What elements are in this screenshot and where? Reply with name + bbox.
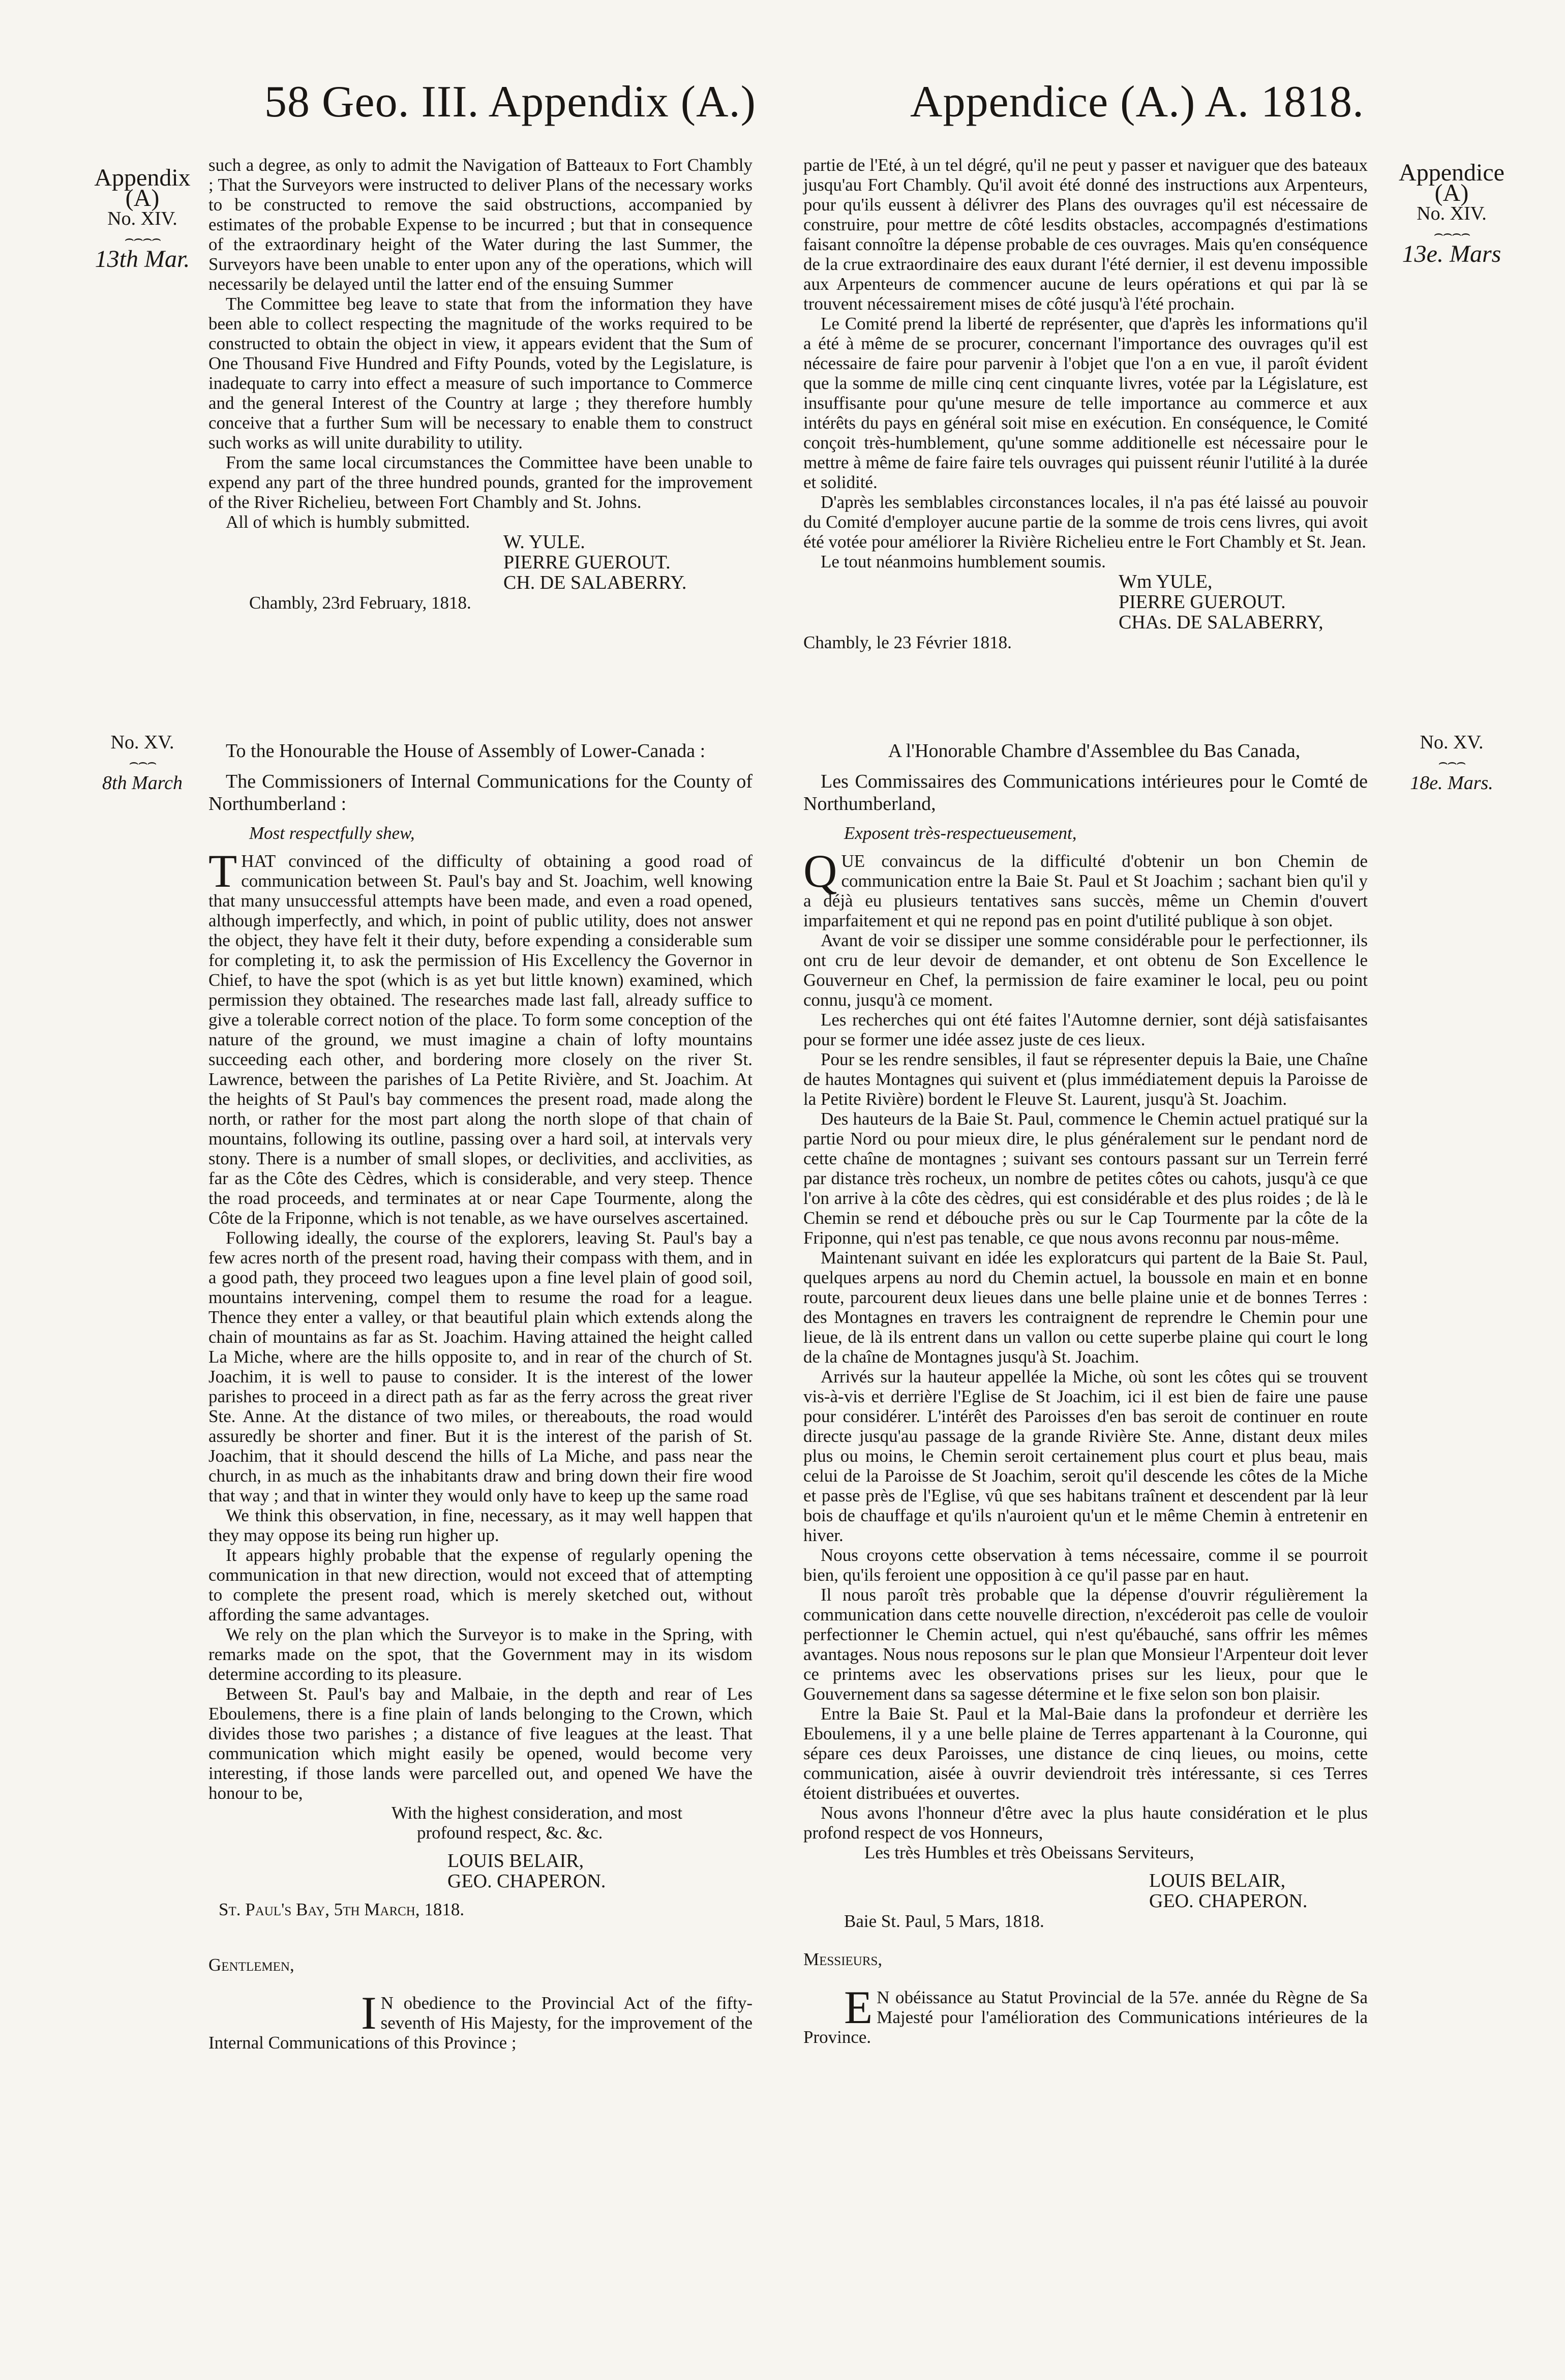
margin-date: 13th Mar.: [95, 246, 190, 273]
signature-block: [1149, 1871, 1368, 1911]
shew-line: Most respectfully shew,: [249, 823, 415, 843]
drop-capital: Q: [803, 845, 837, 897]
margin-number: No. XIV.: [1417, 203, 1487, 224]
signature: LOUIS BELAIR,: [447, 1850, 584, 1872]
margin-note-left-mid: [92, 732, 193, 793]
paragraph: Following ideally, the course of the explorers, leaving St. Paul's bay a few acres north of the present road, having their compass with them, and in a good path, they proceed two leagues upon a fine level plain of good soil, mountains intervening, compel them to resume the road for a league. Thence they enter a valley, or that beautiful plain which extends along the chain of mountains as far as St. Joachim. Having attained the height called La Miche, where are the hills opposite to, and in rear of the church of St. Joachim, it is well to pause to consider. It is the interest of the lower parishes to proceed in a direct path as far as the ferry across the great river Ste. Anne. At the distance of two miles, or thereabouts, the road would assuredly be shorter and finer. But it is the interest of the parish of St. Joachim, that it should descend the hills of La Miche, and pass near the church, in as much as the inhabitants draw and bring down their fire wood that way ; and that in winter they would only have to keep up the same road: [208, 1228, 753, 1505]
salutation: Gentlemen,: [208, 1955, 294, 1975]
paragraph: THAT convinced of the difficulty of obtaining a good road of communication between St. Paul's bay and St. Joachim, well knowing that many unsuccessful attempts have been made, and even a road opened, although imperfectly, and which, in point of public utility, does not answer the object, they have felt it their duty, before expending a considerable sum for completing it, to ask the permission of His Excellency the Governor in Chief, to have the spot (which is as yet but little known) examined, which permission they obtained. The researches made last fall, already suffice to give a tolerable correct notion of the place. To form some conception of the nature of the ground, we must imagine a chain of lofty mountains succeeding each other, and bordering more closely on the river St. Lawrence, between the parishes of La Petite Rivière, and St. Joachim. At the heights of St Paul's bay commences the present road, made along the north, or rather for the most part along the north slope of that chain of mountains, following its outline, passing over a hard soil, at intervals very stony. There is a number of small slopes, or declivities, and acclivities, as far as the Côte des Cèdres, which is considerable, and very steep. Thence the road proceeds, and terminates at or near Cape Tourmente, along the Côte de la Friponne, which is not tenable, as we have ourselves ascertained.: [208, 845, 753, 1228]
paragraph: All of which is humbly submitted.: [226, 512, 470, 532]
closing-line: With the highest consideration, and most: [392, 1803, 683, 1823]
page-header-left: 58 Geo. III. Appendix (A.): [264, 77, 756, 127]
commissioners-line: The Commissioners of Internal Communications for the County of Northumberland :: [208, 771, 753, 815]
margin-date: 13e. Mars: [1402, 240, 1501, 267]
paragraph: I N obedience to the Provincial Act of the fifty-seventh of His Majesty, for the improvement of the Internal Communications of this Province ;: [208, 1987, 753, 2053]
english-column-main: [208, 740, 753, 2053]
paragraph: such a degree, as only to admit the Navigation of Batteaux to Fort Chambly ; That the Surveyors were instructed to deliver Plans of the necessary works to be constructed to remove the said obstructions, accompanied by estimates of the probable Expense to be incurred ; but that in consequence of the extraordinary height of the Water during the last Summer, the Surveyors have been unable to enter upon any of the operations, which will necessarily be delayed until the latter end of the ensuing Summer: [208, 155, 753, 294]
paragraph: It appears highly probable that the expense of regularly opening the communication in that new direction, would not exceed that of attempting to complete the present road, which is merely sketched out, without affording the same advantages.: [208, 1545, 753, 1624]
paragraph: The Committee beg leave to state that from the information they have been able to collect respecting the magnitude of the works required to be constructed to obtain the object in view, it appears evident that the Sum of One Thousand Five Hundred and Fifty Pounds, voted by the Legislature, is inadequate to carry into effect a measure of such importance to Commerce and the general Interest of the Country at large ; they therefore humbly conceive that a further Sum will be necessary to enable them to construct such works as will unite durability to utility.: [208, 294, 753, 453]
margin-date: 18e. Mars.: [1410, 772, 1493, 794]
paragraph: Entre la Baie St. Paul et la Mal-Baie dans la profondeur et derrière les Eboulemens, il y a une belle plaine de Terres appartenant à la Couronne, qui sépare ces deux Paroisses, une distance de cinq lieues, ou moins, cette communication, aisée à ouvrir deviendroit très intéressante, si ces Terres étoient distribuées et ouvertes.: [803, 1704, 1368, 1803]
dateline: Chambly, 23rd February, 1818.: [249, 593, 471, 613]
signature: CHAs. DE SALABERRY,: [1119, 612, 1323, 633]
closing-line: profound respect, &c. &c.: [417, 1823, 603, 1843]
closing-line: Les très Humbles et très Obeissans Serviteurs,: [864, 1843, 1194, 1862]
paragraph: Pour se les rendre sensibles, il faut se répresenter depuis la Baie, une Chaîne de hautes Montagnes qui suivent et (plus immédiatement depuis la Paroisse de la Petite Rivière) bordent le Fleuve St. Laurent, jusqu'à St. Joachim.: [803, 1049, 1368, 1109]
paragraph: Nous croyons cette observation à tems nécessaire, comme il se pourroit bien, qu'ils feroient une opposition à ce qu'il passe par en haut.: [803, 1545, 1368, 1585]
margin-brace: ⌢⌢⌢: [129, 754, 156, 771]
signature: CH. DE SALABERRY.: [503, 572, 687, 593]
paragraph: D'après les semblables circonstances locales, il n'a pas été laissé au pouvoir du Comité d'employer aucune partie de la somme de trois cens livres, qui avoit été votée pour améliorer la Rivière Richelieu entre le Fort Chambly et St. Jean.: [803, 492, 1368, 552]
paragraph: Arrivés sur la hauteur appellée la Miche, où sont les côtes qui se trouvent vis-à-vis et derrière l'Eglise de St Joachim, ici il est bien de faire une pause pour considérer. L'intérêt des Paroisses d'en bas seroit de continuer en route directe jusqu'au passage de la grande Rivière Ste. Anne, distant deux miles plus ou moins, le Chemin seroit certainement plus court et plus beau, mais celui de la Paroisse de St Joachim, seroit qu'il descende les côtes de la Miche et passe près de l'Eglise, vû que ses habitans traînent et descendent par là leur bois de chauffage et qu'ils n'auroient qu'un et le même Chemin à entretenir en hiver.: [803, 1367, 1368, 1545]
commissioners-line: Les Commissaires des Communications intérieures pour le Comté de Northumberland,: [803, 771, 1368, 815]
paragraph: Between St. Paul's bay and Malbaie, in the depth and rear of Les Eboulemens, there is a fine plain of lands belonging to the Crown, which divides those two parishes ; a distance of five leagues at the least. That communication which might easily be opened, would become very interesting, if those lands were parcelled out, and opened We have the honour to be,: [208, 1684, 753, 1803]
paragraph: Maintenant suivant en idée les exploratcurs qui partent de la Baie St. Paul, quelques arpens au nord du Chemin actuel, la boussole en main et en bonne route, parcourent deux lieues dans une belle plaine unie et de bonnes Terres : des Montagnes en travers les contraignent de reprendre le Chemin pour une lieue, de là ils entrent dans un vallon ou cette superbe plaine qui court le long de la chaîne de Montagnes jusqu'à St. Joachim.: [803, 1248, 1368, 1367]
paragraph: Les recherches qui ont été faites l'Automne dernier, sont déjà satisfaisantes pour se former une idée assez juste de ces lieux.: [803, 1010, 1368, 1049]
drop-capital: T: [208, 845, 237, 897]
margin-brace: ⌢⌢⌢⌢: [124, 230, 161, 247]
drop-capital: E: [844, 1981, 873, 2033]
page-header-right: Appendice (A.) A. 1818.: [910, 77, 1365, 127]
paragraph: QUE convaincus de la difficulté d'obtenir un bon Chemin de communication entre la Baie St. Paul et St Joachim ; sachant bien qu'il y a déjà eu plusieurs tentatives sans succès, même un Chemin d'ouvert imparfaitement et qui ne repond pas en point d'utilité publique à son objet.: [803, 845, 1368, 930]
signature: GEO. CHAPERON.: [447, 1871, 606, 1892]
margin-appendix-letter: (A): [125, 185, 160, 212]
paragraph: Il nous paroît très probable que la dépense d'ouvrir régulièrement la communication dans cette nouvelle direction, n'excéderoit pas celle de vouloir perfectionner le Chemin actuel, qui n'est qu'ébauché, sans offrir les mêmes avantages. Nous nous reposons sur le plan que Monsieur l'Arpenteur doit lever ce printems avec les observations prises sur les lieux, pour que le Gouvernement dans sa sagesse détermine et le fixe selon son bon plaisir.: [803, 1585, 1368, 1704]
margin-brace: ⌢⌢⌢⌢: [1433, 225, 1470, 242]
paragraph: partie de l'Eté, à un tel dégré, qu'il ne peut y passer et naviguer que des bateaux jusqu'au Fort Chambly. Qu'il avoit été donné des instructions aux Arpenteurs, pour qu'ils eussent à délivrer des Plans des ouvrages qu'il est nécessaire de construire, pour mettre de côté lesdits obstacles, accompagnés d'estimations faisant connoître la dépense probable de ces ouvrages. Mais qu'en conséquence de la crue extraordinaire des eaux durant l'été dernier, il est devenu impossible aux Arpenteurs de commencer aucune de leurs opérations et qui par là se trouvent nécessairement mises de côté jusqu'à l'été prochain.: [803, 155, 1368, 314]
dateline: St. Paul's Bay, 5th March, 1818.: [219, 1900, 465, 1919]
french-column-top: [803, 155, 1368, 652]
shew-line: Exposent très-respectueusement,: [844, 823, 1077, 843]
paragraph: We think this observation, in fine, necessary, as it may well happen that they may oppose its being run higher up.: [208, 1505, 753, 1545]
margin-number: No. XIV.: [107, 208, 177, 229]
signature-block: [503, 532, 753, 593]
english-column-top: [208, 155, 753, 613]
margin-date: 8th March: [102, 772, 183, 794]
salutation: Messieurs,: [803, 1949, 883, 1969]
signature: W. YULE.: [503, 531, 585, 553]
paragraph: E N obéissance au Statut Provincial de la 57e. année du Règne de Sa Majesté pour l'amélioration des Communications intérieures de la Province.: [803, 1981, 1368, 2047]
paragraph: Le Comité prend la liberté de représenter, que d'après les informations qu'il a été à même de se procurer, concernant l'importance des ouvrages qu'il est nécessaire de faire pour parvenir à l'objet que l'on a en vue, il paroît évident que la somme de mille cinq cent cinquante livres, votée par la Législature, est insuffisante pour qu'une mesure de telle importance au commerce et aux intérêts du pays en général soit mise en exécution. En conséquence, le Comité conçoit très-humblement, qu'une somme additionelle est nécessaire pour le mettre à même de faire faire tels ouvrages qui puissent réunir l'utilité à la durée et solidité.: [803, 314, 1368, 492]
signature: LOUIS BELAIR,: [1149, 1870, 1286, 1891]
dateline: Chambly, le 23 Février 1818.: [803, 632, 1012, 652]
signature: PIERRE GUEROUT.: [503, 552, 671, 573]
margin-appendix: Appendix: [94, 164, 191, 191]
paragraph: Des hauteurs de la Baie St. Paul, commence le Chemin actuel pratiqué sur la partie Nord ou pour mieux dire, le plus généralement sur le pendant nord de cette chaîne de montagnes ; suivant ses contours passant sur un Terrein ferré par distance très rocheux, un nombre de petites côtes ou cahots, jusqu'à ce que l'on arrive à la côte des cèdres, qui est considérable et des plus roides ; de là le Chemin se rend et débouche près ou sur le Cap Tourmente par la côte de la Friponne, qui n'est pas tenable, ce que nous avons reconnu par nous-même.: [803, 1109, 1368, 1248]
paragraph: Avant de voir se dissiper une somme considérable pour le perfectionner, ils ont cru de leur devoir de demander, et ont obtenu de Son Excellence le Gouverneur en Chef, la permission de faire examiner le local, peu ou point connu, jusqu'à ce moment.: [803, 930, 1368, 1010]
margin-appendix-letter: (A): [1434, 179, 1469, 206]
paragraph: Nous avons l'honneur d'être avec la plus haute considération et le plus profond respect de vos Honneurs,: [803, 1803, 1368, 1843]
paragraph: We rely on the plan which the Surveyor is to make in the Spring, with remarks made on the spot, that the Government may in its wisdom determine according to its pleasure.: [208, 1624, 753, 1684]
margin-note-right-mid: [1393, 732, 1510, 793]
margin-number: No. XV.: [110, 732, 174, 753]
signature-block: [1119, 571, 1368, 632]
signature: GEO. CHAPERON.: [1149, 1890, 1308, 1912]
signature-block: [447, 1851, 753, 1891]
margin-brace: ⌢⌢⌢: [1438, 754, 1465, 771]
margin-note-left-top: [92, 164, 193, 273]
address-line: To the Honourable the House of Assembly of Lower-Canada :: [226, 740, 706, 762]
french-column-main: [803, 740, 1368, 2047]
dateline: Baie St. Paul, 5 Mars, 1818.: [844, 1911, 1044, 1931]
drop-capital: I: [361, 1987, 377, 2039]
margin-note-right-top: [1393, 159, 1510, 267]
paragraph: Le tout néanmoins humblement soumis.: [821, 552, 1106, 571]
address-line: A l'Honorable Chambre d'Assemblee du Bas Canada,: [888, 740, 1301, 762]
signature: Wm YULE,: [1119, 571, 1213, 592]
paragraph: From the same local circumstances the Committee have been unable to expend any part of the three hundred pounds, granted for the improvement of the River Richelieu, between Fort Chambly and St. Johns.: [208, 453, 753, 512]
margin-appendix: Appendice: [1399, 159, 1504, 186]
margin-number: No. XV.: [1420, 732, 1484, 753]
signature: PIERRE GUEROUT.: [1119, 591, 1286, 613]
